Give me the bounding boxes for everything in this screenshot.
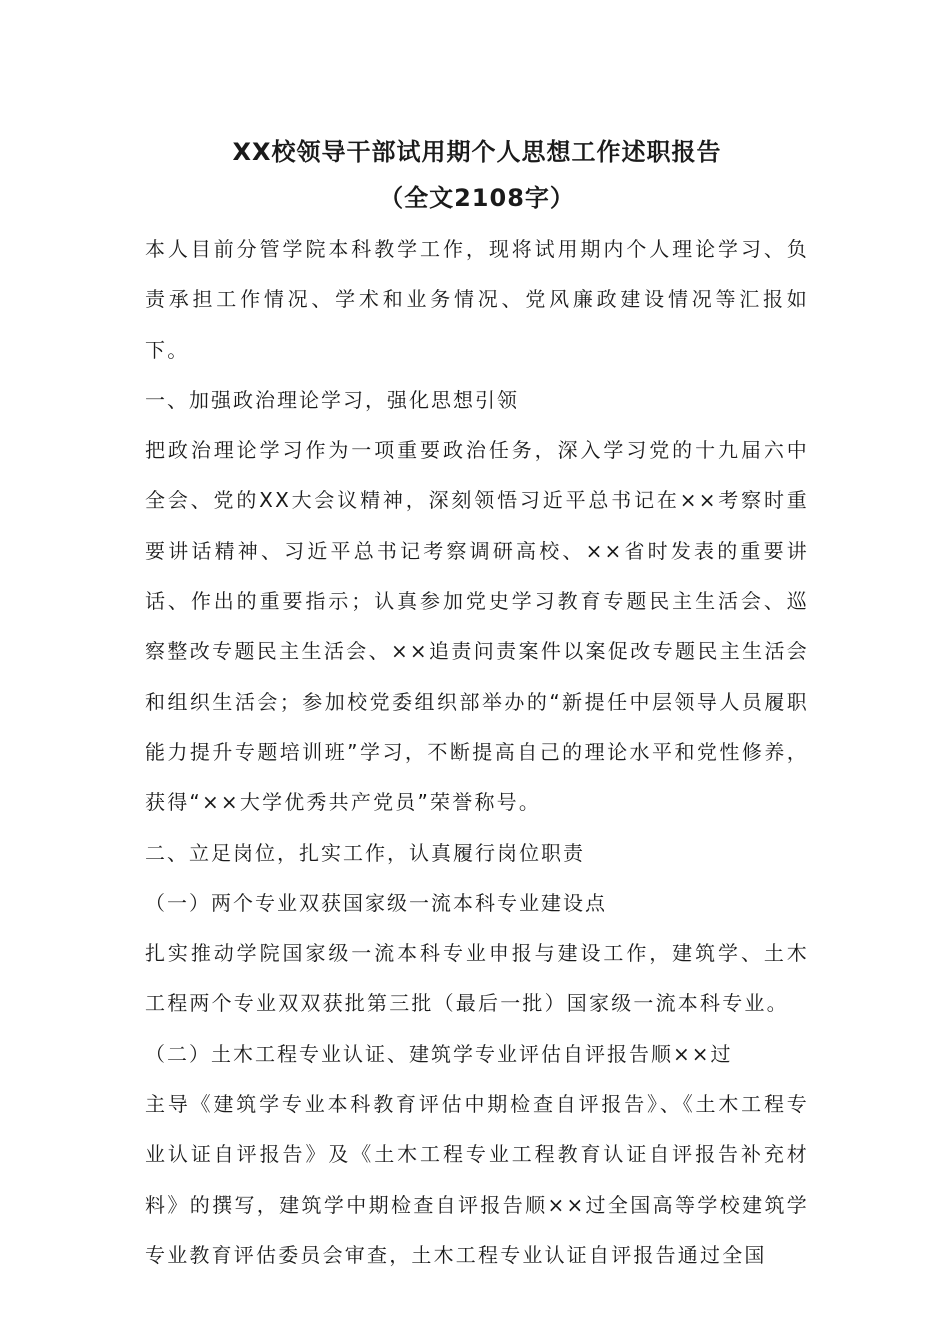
subsection-heading-2-2: （二）土木工程专业认证、建筑学专业评估自评报告顺××过 [145,1041,733,1066]
section-1-paragraph: 把政治理论学习作为一项重要政治任务，深入学习党的十九届六中全会、党的XX大会议精神，深刻领悟习近平总书记在××考察时重要讲话精神、习近平总书记考察调研高校、××省时发表的重要讲话、作出的重要指示；认真参加党史学习教育专题民主生活会、巡察整改专题民主生活会、××追责问责案件以案促改专题民主生活会和组织生活会；参加校党委组织部举办的“新提任中层领导人员履职能力提升专题培训班”学习，不断提高自己的理论水平和党性修养，获得“××大学优秀共产党员”荣誉称号。 [145,438,809,815]
subsection-2-1-paragraph: 扎实推动学院国家级一流本科专业申报与建设工作，建筑学、土木工程两个专业双双获批第三批（最后一批）国家级一流本科专业。 [145,941,809,1016]
subsection-2-2-paragraph: 主导《建筑学专业本科教育评估中期检查自评报告》、《土木工程专业认证自评报告》及《土木工程专业工程教育认证自评报告补充材料》的撰写，建筑学中期检查自评报告顺××过全国高等学校建筑学专业教育评估委员会审查，土木工程专业认证自评报告通过全国 [145,1092,809,1267]
document-page [145,128,809,1280]
document-subtitle: （全文2108字） [379,184,575,212]
intro-paragraph: 本人目前分管学院本科教学工作，现将试用期内个人理论学习、负责承担工作情况、学术和业务情况、党风廉政建设情况等汇报如下。 [145,237,809,362]
subsection-heading-2-1: （一）两个专业双获国家级一流本科专业建设点 [145,890,607,915]
section-heading-2: 二、立足岗位，扎实工作，认真履行岗位职责 [145,840,585,865]
section-heading-1: 一、加强政治理论学习，强化思想引领 [145,387,519,412]
document-title: XX校领导干部试用期个人思想工作述职报告 [232,138,722,166]
